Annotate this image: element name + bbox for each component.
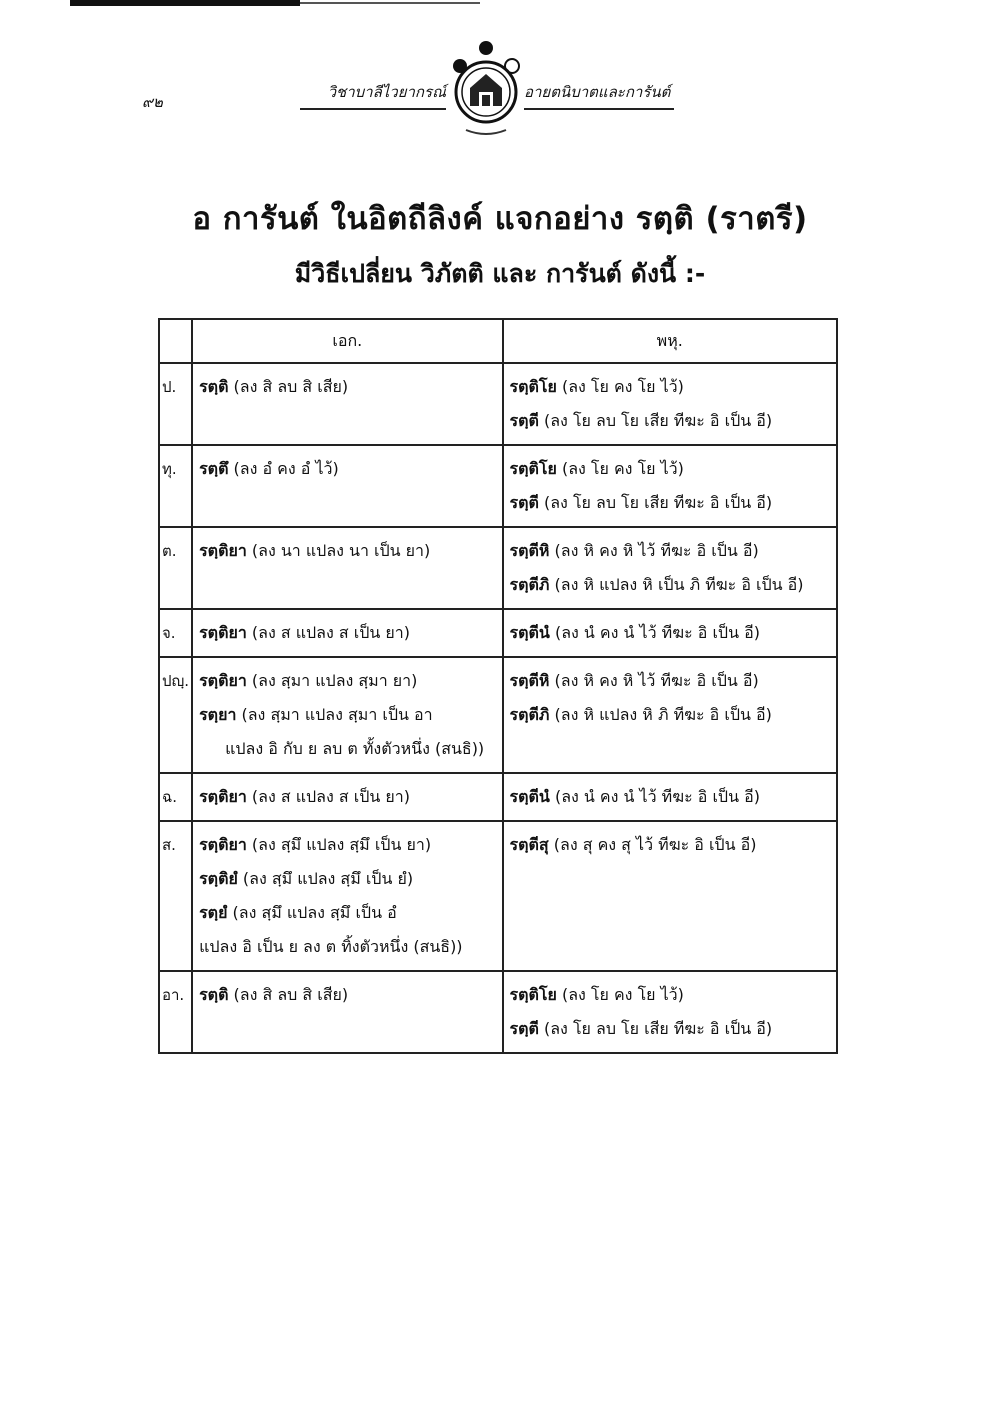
- plural-cell: [503, 821, 837, 971]
- rule-note: (ลง ส แปลง ส เป็น ยา): [246, 623, 410, 642]
- rule-note: (ลง สฺมา แปลง สฺมา เป็น อา: [236, 705, 433, 724]
- word-form: รตฺติโย: [509, 459, 557, 478]
- form-line: [510, 452, 830, 486]
- rule-note: (ลง โย คง โย ไว้): [556, 459, 684, 478]
- header-plural-cell: พหุ.: [503, 319, 837, 363]
- table-row: [159, 773, 837, 821]
- form-line: [199, 698, 495, 732]
- header-left-text: วิชาบาลีไวยากรณ์: [300, 80, 446, 110]
- form-line: [510, 1012, 830, 1046]
- word-form: รตฺตีนํ: [509, 787, 550, 806]
- plural-cell: [503, 657, 837, 773]
- rule-note: (ลง สิ ลบ สิ เสีย): [228, 377, 349, 396]
- form-line: [199, 896, 495, 930]
- word-form: รตฺติโย: [509, 377, 557, 396]
- form-line: [510, 534, 830, 568]
- singular-cell: [192, 527, 502, 609]
- word-form: รตฺติโย: [509, 985, 557, 1004]
- form-line: [510, 370, 830, 404]
- rule-note: (ลง นํ คง นํ ไว้ ทีฆะ อิ เป็น อี): [549, 787, 760, 806]
- singular-cell: [192, 657, 502, 773]
- word-form: รตฺยา: [199, 705, 237, 724]
- rule-note: (ลง ส แปลง ส เป็น ยา): [246, 787, 410, 806]
- table-row: [159, 363, 837, 445]
- singular-cell: [192, 445, 502, 527]
- form-line: [199, 828, 495, 862]
- rule-note: (ลง หิ คง หิ ไว้ ทีฆะ อิ เป็น อี): [549, 671, 759, 690]
- form-line: [199, 452, 495, 486]
- word-form: รตฺติ: [199, 377, 229, 396]
- table-row: [159, 445, 837, 527]
- plural-cell: [503, 971, 837, 1053]
- header-right-text: อายตนิบาตและการันต์: [524, 80, 674, 110]
- word-form: รตฺตี: [509, 493, 539, 512]
- page-header: [0, 40, 1000, 150]
- word-form: รตฺติยํ: [199, 869, 238, 888]
- word-form: รตฺตึ: [199, 459, 229, 478]
- word-form: รตฺติยา: [199, 787, 247, 806]
- rule-note: (ลง สฺมา แปลง สฺมา ยา): [246, 671, 418, 690]
- singular-cell: [192, 971, 502, 1053]
- form-line: [510, 828, 830, 862]
- form-line: [199, 930, 495, 964]
- table-row: [159, 527, 837, 609]
- form-line: [510, 616, 830, 650]
- rule-note: (ลง หิ แปลง หิ เป็น ภิ ทีฆะ อิ เป็น อี): [549, 575, 804, 594]
- rule-note: (ลง โย ลบ โย เสีย ทีฆะ อิ เป็น อี): [538, 493, 773, 512]
- rule-note: (ลง นา แปลง นา เป็น ยา): [246, 541, 431, 560]
- page-title: อ การันต์ ในอิตถีลิงค์ แจกอย่าง รตฺติ (ราตรี): [192, 201, 808, 237]
- top-scan-bar: [70, 0, 300, 6]
- form-line: [510, 698, 830, 732]
- rule-note: (ลง สฺมึ แปลง สฺมึ เป็น ยํ): [237, 869, 414, 888]
- table-row: [159, 657, 837, 773]
- word-form: รตฺตีหิ: [509, 541, 550, 560]
- form-line: [199, 616, 495, 650]
- rule-note: (ลง สฺมึ แปลง สฺมึ เป็น ยา): [246, 835, 432, 854]
- seal-emblem-icon: [446, 40, 526, 140]
- case-label: ต.: [159, 527, 192, 609]
- form-line: [199, 780, 495, 814]
- form-line: [199, 978, 495, 1012]
- case-label: อา.: [159, 971, 192, 1053]
- rule-note: (ลง สิ ลบ สิ เสีย): [228, 985, 349, 1004]
- form-line: [199, 664, 495, 698]
- rule-note: แปลง อิ กับ ย ลบ ต ทั้งตัวหนึ่ง (สนธิ)): [225, 739, 485, 758]
- rule-note: (ลง สุ คง สุ ไว้ ทีฆะ อิ เป็น อี): [548, 835, 757, 854]
- word-form: รตฺติยา: [199, 671, 247, 690]
- declension-table: [158, 318, 838, 1054]
- singular-cell: [192, 363, 502, 445]
- page-subtitle: มีวิธีเปลี่ยน วิภัตติ และ การันต์ ดังนี้ :-: [294, 259, 706, 288]
- rule-note: (ลง นํ คง นํ ไว้ ทีฆะ อิ เป็น อี): [549, 623, 760, 642]
- table-row: [159, 821, 837, 971]
- rule-note: (ลง หิ คง หิ ไว้ ทีฆะ อิ เป็น อี): [549, 541, 759, 560]
- plural-cell: [503, 445, 837, 527]
- form-line: [510, 486, 830, 520]
- plural-cell: [503, 609, 837, 657]
- rule-note: (ลง โย คง โย ไว้): [556, 377, 684, 396]
- case-label: ป.: [159, 363, 192, 445]
- case-label: ส.: [159, 821, 192, 971]
- case-label: ทุ.: [159, 445, 192, 527]
- word-form: รตฺติยา: [199, 623, 247, 642]
- rule-note: แปลง อิ เป็น ย ลง ต ทิ้งตัวหนึ่ง (สนธิ)): [199, 937, 463, 956]
- form-line: [510, 780, 830, 814]
- word-form: รตฺตีสุ: [509, 835, 549, 854]
- word-form: รตฺตีหิ: [509, 671, 550, 690]
- word-form: รตฺตี: [509, 411, 539, 430]
- word-form: รตฺตีนํ: [509, 623, 550, 642]
- page-number: ๙๒: [142, 93, 163, 111]
- table-header-row: [159, 319, 837, 363]
- table-row: [159, 609, 837, 657]
- word-form: รตฺตี: [509, 1019, 539, 1038]
- table-row: [159, 971, 837, 1053]
- word-form: รตฺตีภิ: [509, 575, 550, 594]
- singular-cell: [192, 773, 502, 821]
- word-form: รตฺติยา: [199, 835, 247, 854]
- case-label: จ.: [159, 609, 192, 657]
- top-scan-bar-thin: [300, 2, 480, 4]
- rule-note: (ลง โย ลบ โย เสีย ทีฆะ อิ เป็น อี): [538, 411, 773, 430]
- plural-cell: [503, 527, 837, 609]
- form-line: [199, 862, 495, 896]
- word-form: รตฺติ: [199, 985, 229, 1004]
- singular-cell: [192, 609, 502, 657]
- plural-cell: [503, 773, 837, 821]
- plural-cell: [503, 363, 837, 445]
- rule-note: (ลง โย คง โย ไว้): [556, 985, 684, 1004]
- form-line: [199, 732, 495, 766]
- rule-note: (ลง อํ คง อํ ไว้): [228, 459, 339, 478]
- form-line: [199, 370, 495, 404]
- form-line: [510, 568, 830, 602]
- rule-note: (ลง สฺมึ แปลง สฺมึ เป็น อํ: [227, 903, 397, 922]
- form-line: [510, 404, 830, 438]
- case-label: ฉ.: [159, 773, 192, 821]
- word-form: รตฺติยา: [199, 541, 247, 560]
- header-case-cell: [159, 319, 192, 363]
- singular-cell: [192, 821, 502, 971]
- rule-note: (ลง หิ แปลง หิ ภิ ทีฆะ อิ เป็น อี): [549, 705, 772, 724]
- form-line: [510, 978, 830, 1012]
- word-form: รตฺตีภิ: [509, 705, 550, 724]
- word-form: รตฺยํ: [199, 903, 228, 922]
- rule-note: (ลง โย ลบ โย เสีย ทีฆะ อิ เป็น อี): [538, 1019, 773, 1038]
- form-line: [199, 534, 495, 568]
- form-line: [510, 664, 830, 698]
- header-singular-cell: เอก.: [192, 319, 502, 363]
- case-label: ปญฺ.: [159, 657, 192, 773]
